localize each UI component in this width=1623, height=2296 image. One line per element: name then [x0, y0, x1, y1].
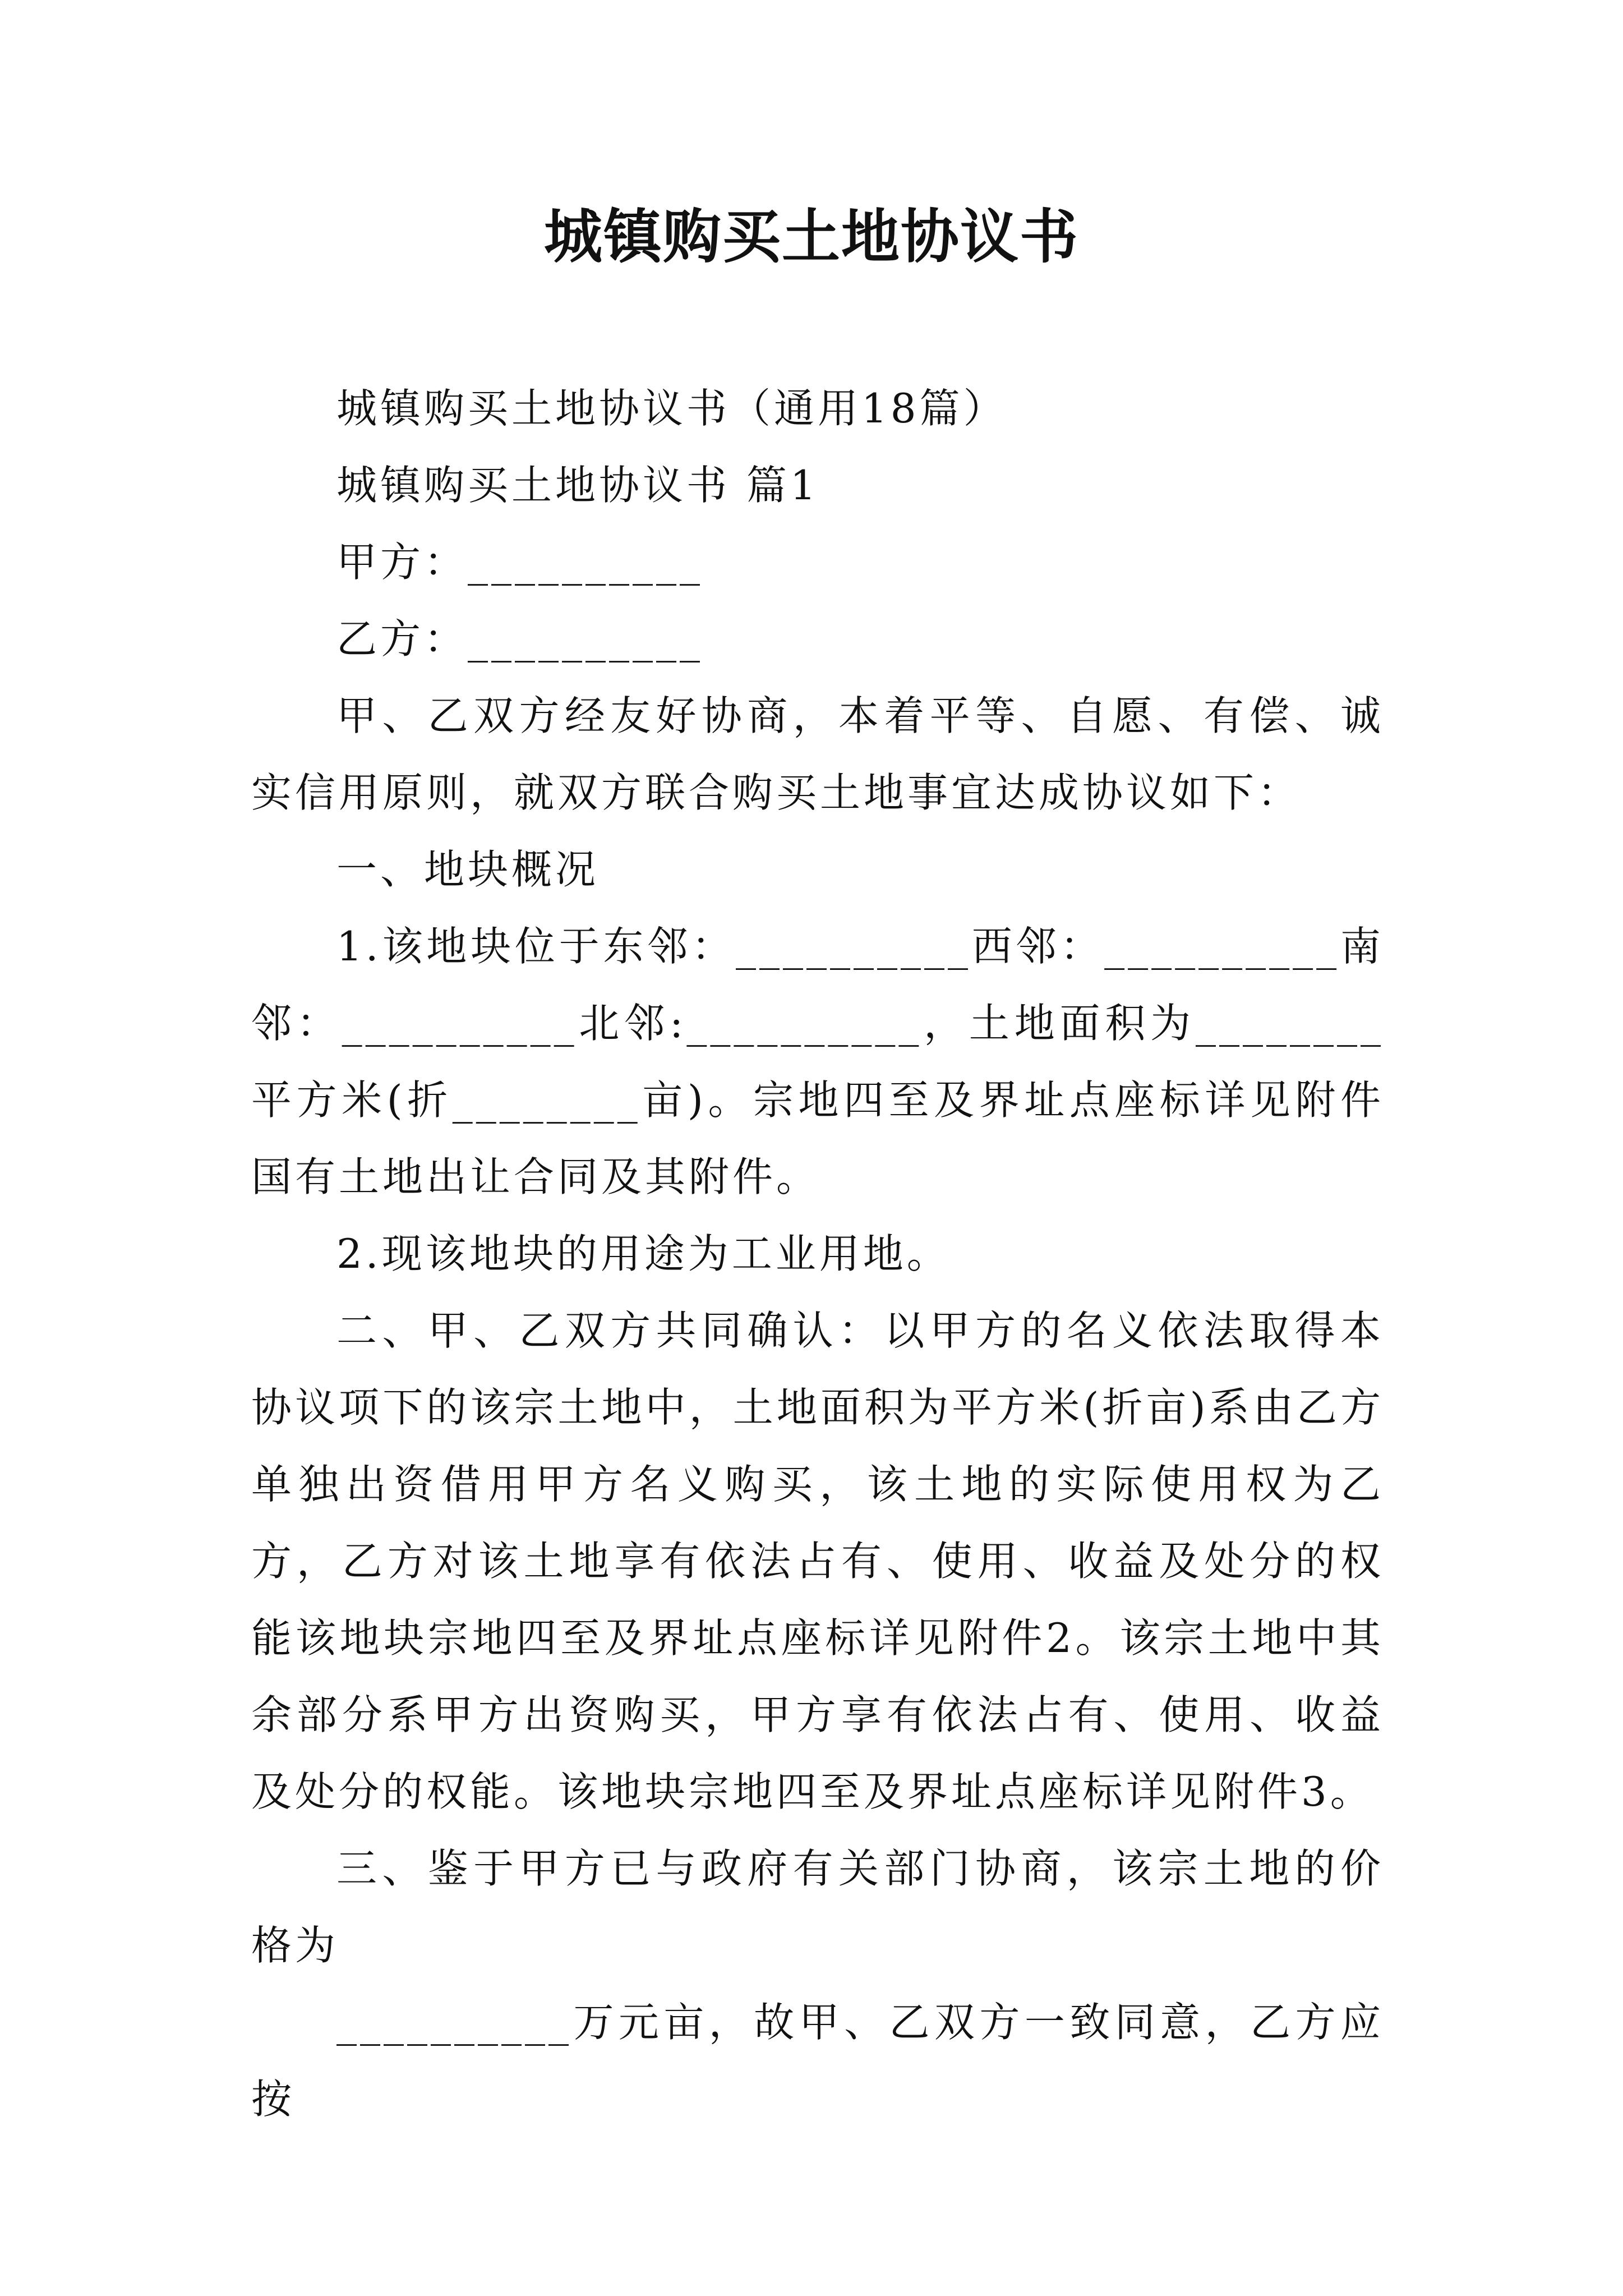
section-paragraph-3: 三、鉴于甲方已与政府有关部门协商，该宗土地的价格为	[251, 1845, 1384, 1969]
section-paragraph-3-continued: __________万元亩，故甲、乙双方一致同意，乙方应按	[251, 1999, 1384, 2123]
section-heading-1: 一、地块概况	[336, 846, 600, 893]
clause-paragraph: 2.现该地块的用途为工业用地。	[336, 1230, 951, 1277]
subtitle-paragraph: 城镇购买土地协议书（通用18篇）	[336, 385, 1007, 432]
party-b-line: 乙方：__________	[336, 615, 704, 662]
party-a-line: 甲方：__________	[336, 539, 704, 586]
clause-paragraph: 1.该地块位于东邻：__________西邻：__________南邻：__________北邻:__________，土地面积为________平方米(折________亩)。宗地四至及界址点座标详见附件国有土地出让合同及其附件。	[251, 923, 1384, 1200]
article-heading: 城镇购买土地协议书 篇1	[336, 462, 819, 509]
intro-paragraph: 甲、乙双方经友好协商，本着平等、自愿、有偿、诚实信用原则，就双方联合购买土地事宜达成协议如下：	[251, 692, 1384, 816]
section-paragraph-2: 二、甲、乙双方共同确认：以甲方的名义依法取得本协议项下的该宗土地中，土地面积为平方米(折亩)系由乙方单独出资借用甲方名义购买，该土地的实际使用权为乙方，乙方对该土地享有依法占有、使用、收益及处分的权能该地块宗地四至及界址点座标详见附件2。该宗土地中其余部分系甲方出资购买，甲方享有依法占有、使用、收益及处分的权能。该地块宗地四至及界址点座标详见附件3。	[251, 1307, 1384, 1815]
document-title: 城镇购买土地协议书	[543, 202, 1079, 271]
document-body	[251, 370, 1384, 2138]
